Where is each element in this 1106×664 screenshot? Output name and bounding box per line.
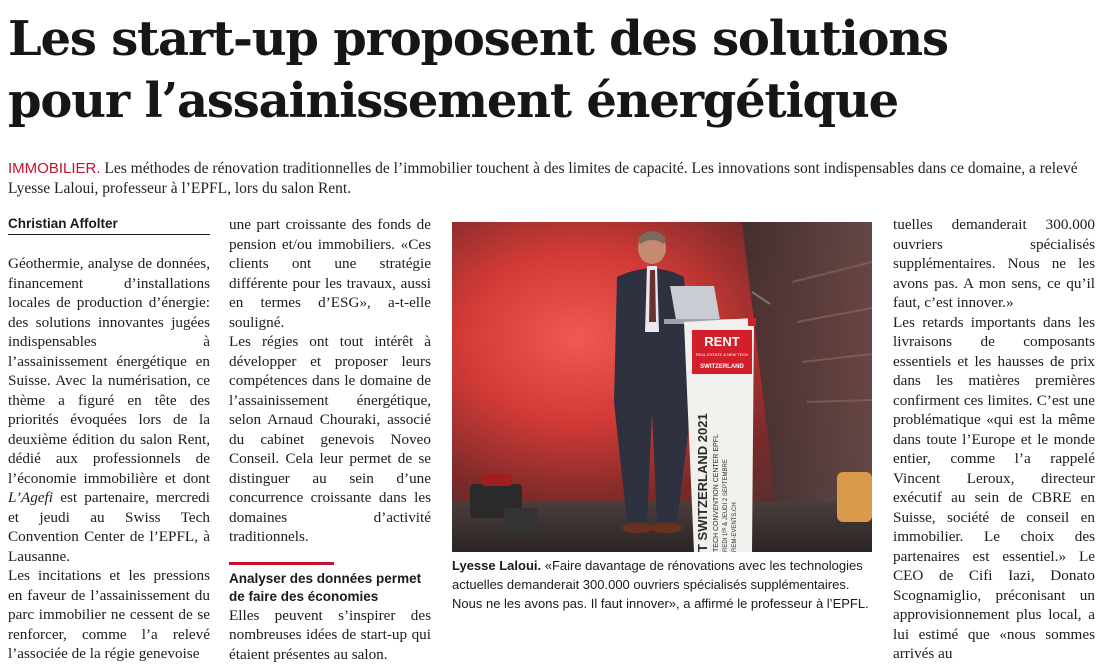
paragraph: Les retards importants dans les livraisons de composants essentiels et les hausses de prix dans les matières premières confirment ces limites. C’est une problématique «qui est la même dans toute l’Europe et le monde entier, comme l’a rappelé Vincent Leroux, directeur exécutif au sein de CBRE en Suisse, société de conseil en immobilier. Le choix des partenaires est essentiel.» Le CEO de Cifi Iazi, Donato Scognamiglio, préconisant un approvisionnement plus local, a lui estimé que «nous sommes arrivés au — [893, 313, 1095, 664]
section-subhead: Analyser des données permet de faire des économies — [229, 570, 431, 606]
headline-line-2: pour l’assainissement énergétique — [8, 70, 1098, 132]
paragraph-text: est partenaire, mercredi et jeudi au Swiss Tech Convention Center de l’EPFL, à Lausanne. — [8, 489, 210, 565]
podium-tagline: REAL ESTATE & NEW TECH — [696, 352, 749, 357]
subhead-rule — [229, 562, 334, 565]
article-column-3 — [893, 215, 1095, 664]
chair — [837, 472, 872, 522]
paragraph: tuelles demanderait 300.000 ouvriers spécialisés supplémentaires. Nous ne les avons pas. A mon sens, ce qu’il faut, c’est innover.» — [893, 215, 1095, 313]
caption-text: «Faire davantage de rénovations avec les technologies actuelles demanderait 300.000 ouvriers spécialisés supplémentaires. Nous ne les avons pas. Il faut innover», a affirmé le professeur à l’EPFL. — [452, 558, 869, 611]
photo-illustration — [452, 222, 872, 552]
speaker-photo — [452, 222, 872, 552]
photo-caption — [452, 556, 872, 613]
caption-name: Lyesse Laloui. — [452, 558, 541, 573]
banner-venue: TECH CONVENTION CENTER EPFL — [713, 434, 720, 552]
paragraph-text: Géothermie, analyse de données, financement d’installations locales de production d’énergie: des solutions innovantes jugées indispensables à l’assainissement énergétique en Suisse. Avec la numérisation, ce thème a figuré en tête des priorités évoquées lors de la deuxième édition du salon Rent, dédié aux professionnels de l’économie immobilière et dont — [8, 255, 210, 487]
paragraph — [8, 254, 210, 566]
podium-brand: RENT — [704, 334, 739, 349]
headline-line-1: Les start-up proposent des solutions — [8, 8, 1098, 70]
lead-text: Les méthodes de rénovation traditionnelles de l’immobilier touchent à des limites de capacité. Les innovations sont indispensables dans ce domaine, a relevé Lyesse Laloui, professeur à l’EPFL, lors du salon Rent. — [8, 160, 1078, 197]
publication-name: L’Agefi — [8, 489, 53, 506]
headline — [8, 8, 1098, 132]
paragraph: une part croissante des fonds de pension et/ou immobiliers. «Ces clients ont une stratégie différente pour les travaux, aussi en termes d’ESG», a-t-elle souligné. — [229, 215, 431, 332]
lead-paragraph — [8, 159, 1100, 199]
podium-country: SWITZERLAND — [700, 364, 744, 370]
paragraph: Elles peuvent s’inspirer des nombreuses idées de start-up qui étaient présentes au salon. — [229, 606, 431, 664]
paragraph: Les incitations et les pressions en faveur de l’assainissement du parc immobilier ne cessent de se renforcer, comme l’a relevé l’associée de la régie genevoise — [8, 566, 210, 664]
article-column-1 — [8, 215, 210, 664]
paragraph: Les régies ont tout intérêt à développer et proposer leurs compétences dans le domaine de l’assainissement énergétique, selon Arnaud Chouraki, associé du cabinet genevois Noveo Conseil. Cela leur permet de se distinguer au sein d’une concurrence croissante dans les domaines d’activité traditionnels. — [229, 332, 431, 547]
podium — [684, 318, 756, 552]
banner-title: T SWITZERLAND 2021 — [695, 413, 710, 552]
banner-website: REM-EVENTS.CH — [732, 502, 738, 552]
article-column-2 — [229, 215, 431, 664]
author-byline: Christian Affolter — [8, 215, 210, 235]
banner-dates: REDI 1ᴱᴿ & JEUDI 2 SEPTEMBRE — [722, 459, 729, 552]
section-kicker: IMMOBILIER. — [8, 160, 101, 177]
